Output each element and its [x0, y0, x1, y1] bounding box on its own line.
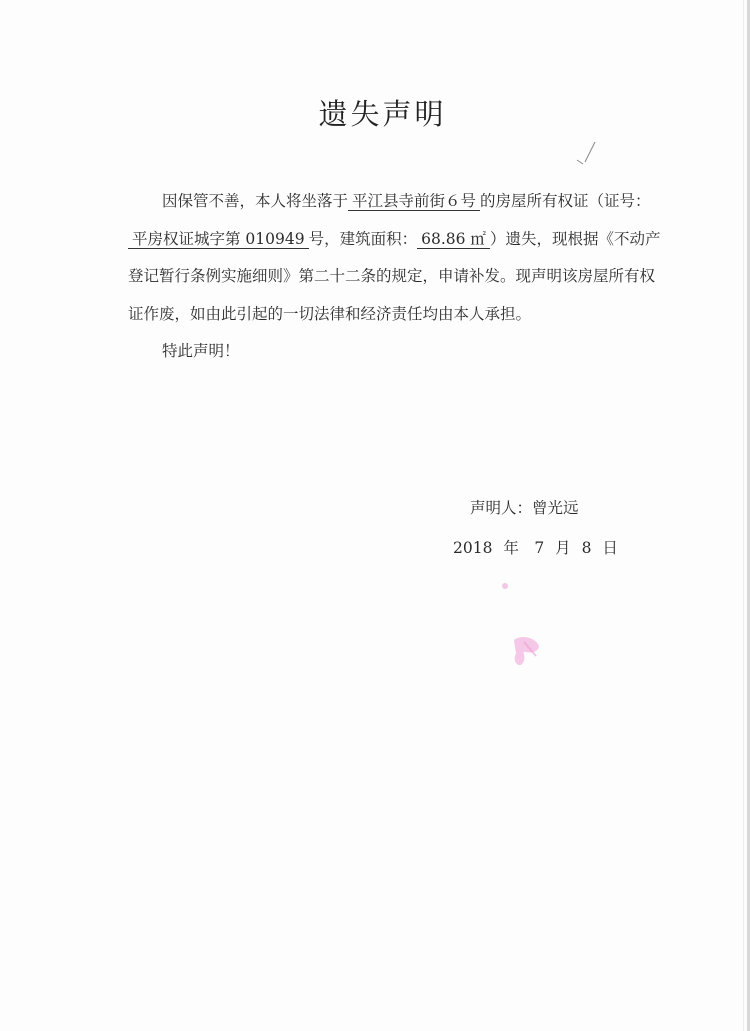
property-address: 平江县寺前街６号 [348, 192, 480, 211]
certificate-number: 平房权证城字第 010949 [128, 230, 309, 249]
declaration-date: 2018 年 7 月 8 日 [453, 539, 618, 557]
closing-statement: 特此声明！ [162, 342, 240, 360]
text-before-address: 因保管不善，本人将坐落于 [162, 192, 349, 210]
text-rest: ）遗失，现根据《不动产登记暂行条例实施细则》第二十二条的规定，申请补发。现声明该房屋所有权证作废，如由此引起的一切法律和经济责任均由本人承担。 [128, 229, 661, 323]
faint-stamp-mark [508, 630, 548, 670]
page-edge-line [743, 0, 744, 1031]
pen-tick-mark [575, 140, 599, 168]
ink-speck [502, 583, 508, 589]
declaration-body [128, 183, 668, 371]
text-cert-prefix: （证号： [588, 192, 651, 210]
text-after-cert-number: 号，建筑面积： [308, 229, 418, 248]
document-title: 遗失声明 [318, 97, 447, 131]
declarant-signature: 声明人：曾光远 [470, 499, 579, 517]
building-area: 68.86 ㎡ [417, 230, 490, 249]
text-after-address: 的房屋所有权证 [480, 192, 589, 210]
declaration-paragraph [128, 183, 668, 333]
